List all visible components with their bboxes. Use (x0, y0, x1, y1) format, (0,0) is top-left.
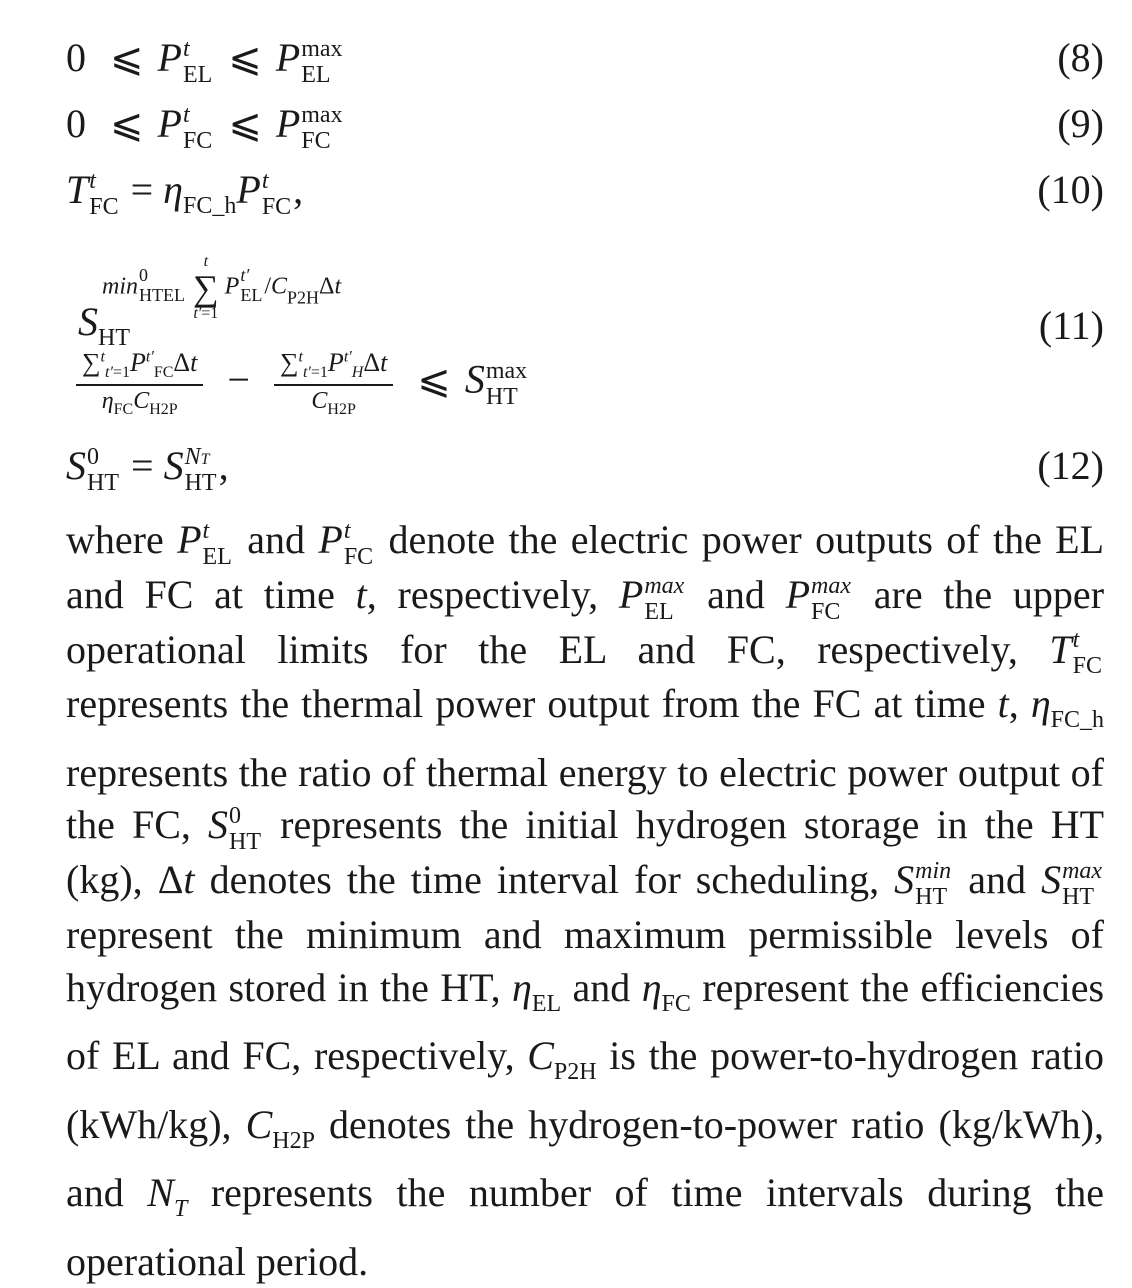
equation-11-top-line: min 0 HTEL t ∑ t′=1 P t′ EL $/C_{P2H}\Delta t$ (102, 253, 342, 322)
text-segment: is the power-to-hydrogen ratio (kWh/kg), (66, 1033, 1105, 1147)
equation-11-number: (11) (1038, 303, 1104, 348)
text-segment: denote the electric power outputs of the EL and FC at time (66, 517, 1105, 617)
equation-12-row (66, 438, 1104, 494)
text-segment: represent the minimum and maximum permissible levels of hydrogen stored in the HT, (66, 912, 1104, 1010)
equation-8: 0 ⩽ P t EL ⩽ P max EL (66, 35, 343, 88)
equation-10: T t FC = $\eta_{FC\_h}P$ t FC , (66, 167, 304, 220)
equation-11-bottom-line: $\frac{\sum^t_{t'=1}P^{t'}_{FC}\Delta t}{\eta_{FC}C_{H2P}}$ − $\frac{\sum^t_{t'=1}P^{t'}_H\Delta t}{C_{H2P}}$ ⩽ S max HT (76, 348, 529, 419)
text-segment: are the upper operational limits for the EL and FC, respectively, (66, 571, 1105, 672)
text-segment: , respectively, (366, 571, 599, 617)
explanation-paragraph: where P t EL and P t FC denote the electric power outputs of the EL and FC at time t, respectively, P max EL and P max FC are the upper operational limits for the EL and FC, respectively, T t FC represents the thermal power output from the FC at time t, $\eta_{FC\_h}$ represents the ratio of thermal energy to electric power output of the FC, S 0 HT represents the initial hydrogen storage in the HT (kg), Δt denotes the time interval for scheduling, S min HT and S max HT represent the minimum and maximum permissible levels of hydrogen stored in the HT, $\eta_{EL}$ and $\eta_{FC}$ represent the efficiencies of EL and FC, respectively, $C_{P2H}$ is the power-to-hydrogen ratio (kWh/kg), $C_{H2P}$ denotes the hydrogen-to-power ratio (kg/kWh), and $N_T$ represents the number of time intervals during the operational period. (66, 517, 1105, 1284)
text-segment: where (66, 517, 164, 562)
equation-12: S 0 HT = S NT HT , (66, 443, 229, 496)
text-segment: represents the initial hydrogen storage in the HT (kg), (66, 802, 1105, 903)
equation-9: 0 ⩽ P t FC ⩽ P max FC (66, 101, 343, 154)
text-segment: represents the thermal power output from the FC at time (66, 681, 986, 727)
text-segment: and (247, 517, 305, 562)
text-segment: represents the ratio of thermal energy to electric power output of the FC, (66, 749, 1104, 848)
text-segment: and (968, 857, 1026, 903)
text-segment: denotes the hydrogen-to-power ratio (kg/kWh), and (66, 1101, 1105, 1216)
equation-11-number-row (66, 298, 1104, 354)
equation-12-number: (12) (1037, 443, 1104, 488)
text-segment: represents the number of time intervals during the operational period. (66, 1170, 1105, 1284)
equation-10-row (66, 162, 1104, 218)
equation-8-row (66, 30, 1104, 86)
text-segment: and (572, 964, 631, 1010)
text-segment: and (707, 571, 765, 617)
equation-10-number: (10) (1037, 167, 1104, 212)
equation-9-row (66, 96, 1104, 152)
equation-11-lhs: $S_{HT}$ (78, 299, 130, 351)
equation-8-number: (8) (1057, 35, 1104, 80)
text-segment: denotes the time interval for scheduling, (209, 857, 880, 903)
text-segment: represent the efficiencies of EL and FC, respectively, (66, 964, 1105, 1079)
equation-9-number: (9) (1057, 101, 1104, 146)
